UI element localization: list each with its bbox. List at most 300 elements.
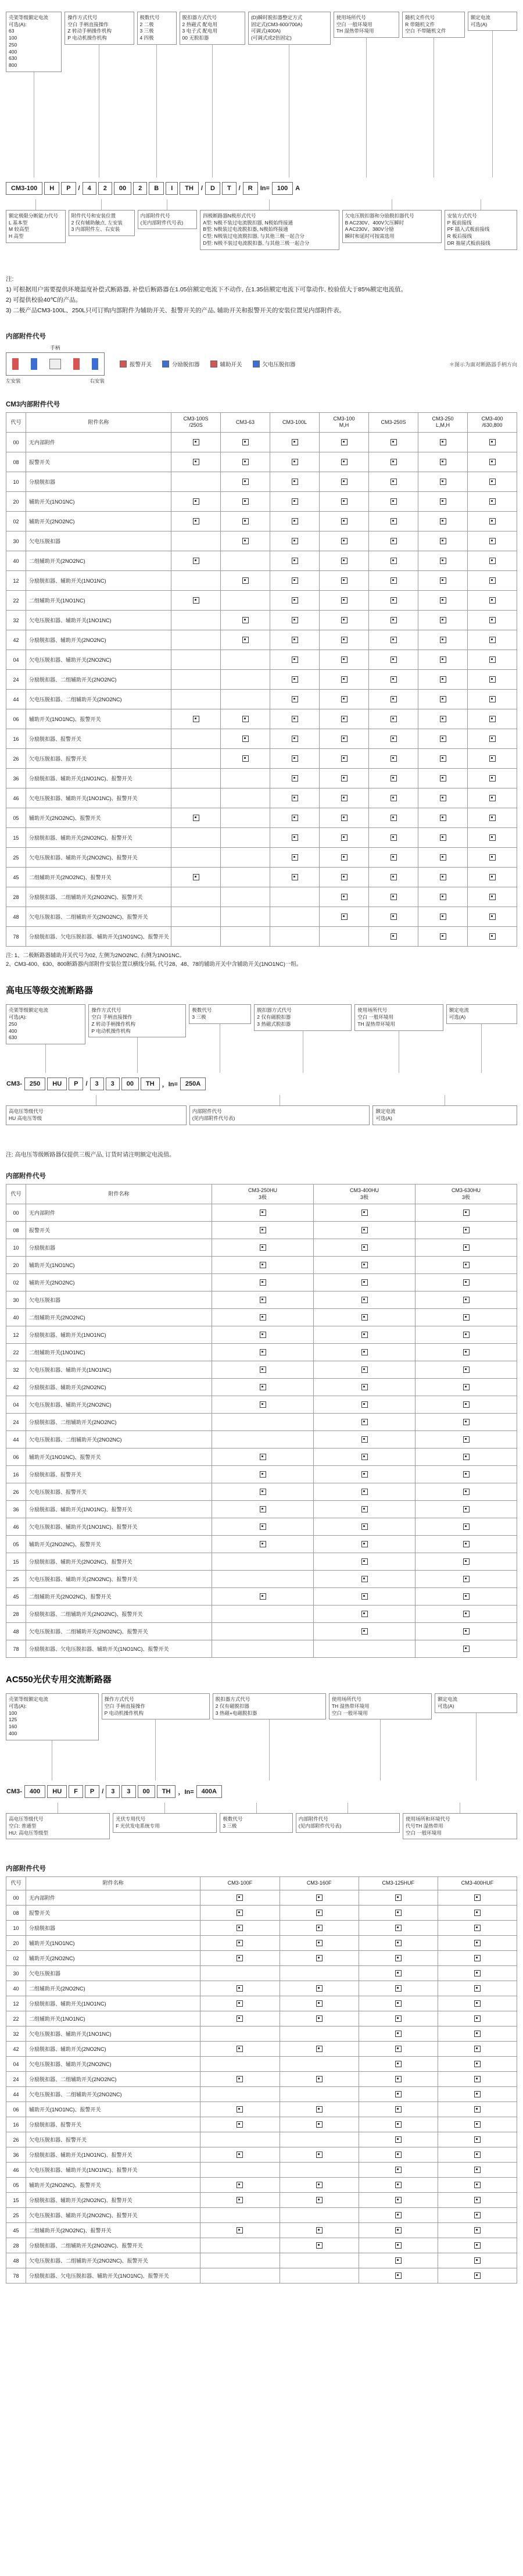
callout-box: (D)瞬时脱扣器整定方式 固定式(CM3-600/700A) 可调式(400A) (可调式或2倍固定) — [248, 12, 331, 45]
availability-cell — [415, 1257, 517, 1274]
accessory-name: 欠电压脱扣器、二组辅助开关(2NO2NC)、报警开关 — [26, 1623, 212, 1640]
left-mount-label: 左安装 — [6, 377, 21, 384]
accessory-table-section-2 — [6, 1171, 517, 1658]
accessory-code: 44 — [6, 2087, 26, 2102]
callout-column — [354, 1004, 443, 1073]
availability-cell — [320, 571, 369, 591]
connector-line — [380, 1719, 381, 1781]
availability-mark — [292, 716, 298, 722]
model-segment: H — [44, 182, 59, 195]
table-row — [6, 472, 517, 492]
availability-cell — [418, 433, 468, 452]
availability-cell — [320, 433, 369, 452]
table-row — [6, 808, 517, 828]
accessory-code: 15 — [6, 1553, 26, 1571]
availability-cell — [212, 1379, 314, 1396]
column-header-code: 代号 — [6, 1184, 26, 1204]
availability-cell — [415, 1239, 517, 1257]
availability-cell — [200, 2208, 280, 2223]
availability-cell — [418, 611, 468, 630]
availability-cell — [280, 2193, 359, 2208]
availability-mark — [391, 914, 397, 920]
connector-line — [256, 1803, 257, 1813]
availability-cell — [438, 1936, 517, 1951]
callout-box: 额定电流 可选(A) — [435, 1693, 517, 1712]
model-designation-diagram-pv — [6, 1693, 517, 1839]
availability-cell — [415, 1309, 517, 1326]
column-header-code: 代号 — [6, 1877, 26, 1890]
accessory-code: 36 — [6, 769, 26, 789]
availability-cell — [320, 611, 369, 630]
availability-cell — [418, 907, 468, 927]
availability-cell — [369, 452, 418, 472]
availability-cell — [369, 611, 418, 630]
accessory-code: 25 — [6, 1571, 26, 1588]
availability-cell — [280, 1981, 359, 1996]
availability-mark — [237, 1910, 243, 1916]
availability-mark — [361, 1332, 368, 1338]
availability-cell — [415, 1623, 517, 1640]
accessory-name: 欠电压脱扣器、二组辅助开关(2NO2NC)、报警开关 — [26, 907, 171, 927]
availability-cell — [171, 789, 221, 808]
availability-cell — [212, 1466, 314, 1483]
model-segment: T — [222, 182, 237, 195]
accessory-table-section-1 — [6, 399, 517, 969]
availability-mark — [316, 2046, 323, 2052]
accessory-code: 48 — [6, 1623, 26, 1640]
legend-label: 报警开关 — [130, 362, 152, 369]
availability-cell — [314, 1257, 415, 1274]
availability-cell — [438, 2193, 517, 2208]
availability-mark — [395, 2272, 402, 2279]
availability-mark — [292, 874, 298, 880]
table-row — [6, 591, 517, 611]
availability-cell — [200, 1906, 280, 1921]
availability-cell — [359, 2042, 438, 2057]
accessory-code: 48 — [6, 2253, 26, 2268]
accessory-name: 分励脱扣器、辅助开关(1NO1NC)、报警开关 — [26, 1501, 212, 1518]
table-header-row — [6, 1877, 517, 1890]
model-segment: 250A — [180, 1078, 206, 1090]
availability-mark — [391, 874, 397, 880]
availability-mark — [242, 716, 249, 722]
availability-mark — [361, 1454, 368, 1460]
availability-cell — [438, 2011, 517, 2026]
availability-mark — [440, 498, 446, 505]
availability-cell — [418, 571, 468, 591]
availability-cell — [468, 789, 517, 808]
availability-mark — [463, 1262, 470, 1268]
availability-mark — [463, 1436, 470, 1443]
availability-mark — [242, 498, 249, 505]
connector-line — [137, 1037, 138, 1073]
availability-mark — [440, 933, 446, 940]
table-row — [6, 1379, 517, 1396]
callout-box: 壳架等级额定电流 可选(A): 250 400 630 — [6, 1004, 85, 1044]
availability-cell — [171, 551, 221, 571]
model-segment: A — [295, 185, 300, 192]
availability-mark — [395, 1940, 402, 1946]
availability-cell — [314, 1571, 415, 1588]
availability-cell — [212, 1239, 314, 1257]
bottom-callouts — [6, 1095, 517, 1125]
breaker-handle-icon — [49, 359, 61, 369]
availability-cell — [212, 1571, 314, 1588]
table-row — [6, 848, 517, 868]
availability-mark — [260, 1227, 266, 1233]
callout-column — [180, 12, 245, 177]
availability-mark — [395, 1970, 402, 1976]
availability-cell — [221, 650, 270, 670]
legend-item — [210, 360, 242, 368]
table-row — [6, 2223, 517, 2238]
availability-mark — [489, 518, 496, 525]
availability-mark — [489, 676, 496, 683]
availability-cell — [314, 1239, 415, 1257]
availability-cell — [221, 630, 270, 650]
table-row — [6, 1204, 517, 1222]
availability-mark — [361, 1611, 368, 1617]
availability-cell — [221, 670, 270, 690]
availability-cell — [171, 611, 221, 630]
callout-column — [65, 12, 134, 177]
availability-cell — [418, 749, 468, 769]
availability-mark — [463, 1524, 470, 1530]
availability-cell — [359, 1981, 438, 1996]
availability-cell — [171, 452, 221, 472]
availability-mark — [440, 775, 446, 782]
availability-mark — [237, 2015, 243, 2022]
availability-cell — [418, 670, 468, 690]
accessory-name: 报警开关 — [26, 1906, 200, 1921]
availability-mark — [292, 577, 298, 584]
availability-mark — [316, 2227, 323, 2234]
availability-cell — [418, 690, 468, 709]
availability-mark — [489, 459, 496, 465]
availability-mark — [260, 1541, 266, 1547]
availability-cell — [468, 868, 517, 887]
availability-cell — [320, 531, 369, 551]
availability-cell — [418, 452, 468, 472]
availability-mark — [260, 1367, 266, 1373]
availability-mark — [463, 1401, 470, 1408]
availability-cell — [438, 2042, 517, 2057]
table-row — [6, 1291, 517, 1309]
accessory-code: 05 — [6, 2178, 26, 2193]
availability-mark — [361, 1576, 368, 1582]
availability-mark — [341, 755, 348, 762]
callout-column — [189, 1095, 370, 1125]
availability-cell — [415, 1344, 517, 1361]
availability-cell — [418, 887, 468, 907]
table-row — [6, 512, 517, 531]
accessory-name: 辅助开关(1NO1NC) — [26, 1936, 200, 1951]
availability-mark — [341, 874, 348, 880]
legend-label: 分励脱扣器 — [172, 362, 200, 369]
accessory-code: 10 — [6, 1239, 26, 1257]
availability-cell — [415, 1222, 517, 1239]
table-row — [6, 828, 517, 848]
availability-mark — [489, 538, 496, 544]
availability-cell — [200, 2072, 280, 2087]
availability-cell — [438, 1890, 517, 1906]
availability-mark — [474, 2272, 481, 2279]
availability-mark — [391, 597, 397, 604]
availability-cell — [280, 2223, 359, 2238]
accessory-name: 分励脱扣器、二组辅助开关(2NO2NC) — [26, 1414, 212, 1431]
availability-mark — [489, 854, 496, 861]
availability-mark — [440, 558, 446, 564]
availability-cell — [438, 2102, 517, 2117]
availability-mark — [395, 2106, 402, 2113]
availability-mark — [489, 834, 496, 841]
availability-mark — [391, 933, 397, 940]
availability-cell — [314, 1222, 415, 1239]
availability-mark — [474, 1925, 481, 1931]
table-row — [6, 1274, 517, 1291]
accessory-name: 分励脱扣器、辅助开关(2NO2NC) — [26, 630, 171, 650]
callout-column — [6, 1004, 85, 1073]
availability-mark — [341, 716, 348, 722]
availability-mark — [440, 834, 446, 841]
availability-cell — [320, 868, 369, 887]
availability-cell — [418, 868, 468, 887]
availability-cell — [270, 828, 320, 848]
availability-cell — [359, 2147, 438, 2163]
callout-box: 脱扣器方式代号 2 仅有磁脱扣器 3 热磁式脱扣器 — [254, 1004, 352, 1030]
accessory-code: 42 — [6, 1379, 26, 1396]
accessory-name: 分励脱扣器、辅助开关(1NO1NC)、报警开关 — [26, 769, 171, 789]
availability-cell — [171, 749, 221, 769]
column-header-product: CM3-400HU 3极 — [314, 1184, 415, 1204]
availability-cell — [314, 1553, 415, 1571]
availability-cell — [270, 650, 320, 670]
model-segment: 00 — [138, 1785, 155, 1798]
availability-cell — [468, 472, 517, 492]
model-segment: 3 — [106, 1078, 120, 1090]
connector-line — [101, 199, 102, 210]
availability-mark — [391, 795, 397, 801]
accessory-name: 分励脱扣器、辅助开关(1NO1NC) — [26, 1996, 200, 2011]
availability-cell — [171, 808, 221, 828]
table-row — [6, 571, 517, 591]
availability-cell — [171, 887, 221, 907]
availability-cell — [359, 2193, 438, 2208]
callout-box: 光伏专用代号 F 光伏发电系统专用 — [113, 1813, 217, 1832]
auxiliary-switch-slot — [73, 358, 80, 370]
availability-cell — [280, 2238, 359, 2253]
availability-cell — [314, 1344, 415, 1361]
availability-cell — [418, 729, 468, 749]
availability-mark — [361, 1279, 368, 1286]
availability-mark — [489, 479, 496, 485]
availability-cell — [212, 1274, 314, 1291]
availability-cell — [468, 611, 517, 630]
availability-mark — [193, 459, 199, 465]
accessory-code: 28 — [6, 2238, 26, 2253]
column-header-name: 附件名称 — [26, 1184, 212, 1204]
availability-cell — [468, 571, 517, 591]
availability-cell — [359, 1906, 438, 1921]
availability-cell — [418, 492, 468, 512]
availability-mark — [489, 894, 496, 900]
legend-label: 欠电压脱扣器 — [262, 362, 296, 369]
availability-cell — [200, 1921, 280, 1936]
accessory-name: 分励脱扣器、辅助开关(2NO2NC) — [26, 2042, 200, 2057]
table1-title: CM3内部附件代号 — [6, 401, 60, 408]
availability-cell — [438, 1981, 517, 1996]
availability-cell — [314, 1588, 415, 1605]
accessory-code: 08 — [6, 1906, 26, 1921]
connector-line — [476, 1713, 477, 1781]
table1-notes — [6, 951, 517, 969]
availability-cell — [314, 1518, 415, 1536]
availability-cell — [320, 630, 369, 650]
availability-cell — [418, 630, 468, 650]
availability-mark — [391, 498, 397, 505]
accessory-name: 分励脱扣器、报警开关 — [26, 2117, 200, 2132]
availability-cell — [280, 1996, 359, 2011]
availability-cell — [415, 1379, 517, 1396]
availability-mark — [440, 874, 446, 880]
accessory-name: 辅助开关(1NO1NC)、报警开关 — [26, 2102, 200, 2117]
availability-cell — [221, 868, 270, 887]
accessory-name: 二组辅助开关(1NO1NC) — [26, 1344, 212, 1361]
availability-mark — [440, 597, 446, 604]
availability-cell — [359, 1951, 438, 1966]
availability-mark — [463, 1332, 470, 1338]
accessory-code: 78 — [6, 1640, 26, 1658]
availability-cell — [415, 1605, 517, 1623]
availability-cell — [280, 2042, 359, 2057]
availability-cell — [314, 1605, 415, 1623]
table-row — [6, 729, 517, 749]
availability-mark — [474, 2242, 481, 2249]
column-header-product: CM3-400 /630,800 — [468, 412, 517, 432]
availability-cell — [212, 1536, 314, 1553]
callout-column — [213, 1693, 326, 1781]
availability-cell — [280, 2087, 359, 2102]
availability-cell — [369, 531, 418, 551]
availability-cell — [171, 868, 221, 887]
availability-cell — [320, 769, 369, 789]
availability-mark — [237, 2227, 243, 2234]
availability-cell — [171, 591, 221, 611]
availability-mark — [489, 775, 496, 782]
availability-mark — [260, 1489, 266, 1495]
callout-box: 欠电压脱扣器和分励脱扣器代号 B AC230V、400V欠压瞬时 A AC230V、380V分励 瞬时和延时可按需选用 — [342, 210, 442, 243]
availability-cell — [369, 630, 418, 650]
availability-cell — [369, 927, 418, 947]
accessory-name: 欠电压脱扣器、辅助开关(1NO1NC)、报警开关 — [26, 789, 171, 808]
column-header-product: CM3-63 — [221, 412, 270, 432]
availability-cell — [270, 591, 320, 611]
accessory-intro-section — [6, 331, 517, 384]
model-segment: 250 — [24, 1078, 45, 1090]
table-row — [6, 2132, 517, 2147]
legend-item — [253, 360, 296, 368]
accessory-table-hv — [6, 1184, 517, 1658]
availability-cell — [438, 2132, 517, 2147]
availability-mark — [463, 1489, 470, 1495]
callout-box: 使用场所代号 TH 湿热带环境用 空白 一般环境用 — [329, 1693, 432, 1719]
availability-cell — [212, 1640, 314, 1658]
availability-cell — [212, 1553, 314, 1571]
availability-mark — [474, 1894, 481, 1901]
availability-cell — [212, 1257, 314, 1274]
accessory-code: 15 — [6, 2193, 26, 2208]
callout-box: 脱扣器方式代号 2 仅有磁脱扣器 3 热磁+电磁脱扣器 — [213, 1693, 326, 1719]
availability-mark — [440, 894, 446, 900]
availability-cell — [212, 1623, 314, 1640]
availability-mark — [489, 933, 496, 940]
availability-cell — [221, 729, 270, 749]
accessory-code: 06 — [6, 2102, 26, 2117]
availability-mark — [361, 1436, 368, 1443]
availability-mark — [391, 558, 397, 564]
column-header-product: CM3-250HU 3极 — [212, 1184, 314, 1204]
accessory-name: 辅助开关(2NO2NC)、报警开关 — [26, 808, 171, 828]
availability-mark — [489, 657, 496, 663]
connector-line — [156, 45, 157, 177]
availability-mark — [391, 518, 397, 525]
availability-cell — [221, 472, 270, 492]
availability-cell — [270, 433, 320, 452]
callout-box: 使用场所代号 空白 一般环境用 TH 湿热带环境用 — [354, 1004, 443, 1030]
availability-mark — [237, 1925, 243, 1931]
availability-cell — [270, 472, 320, 492]
availability-cell — [415, 1640, 517, 1658]
accessory-code: 06 — [6, 709, 26, 729]
availability-cell — [359, 2253, 438, 2268]
availability-cell — [359, 1966, 438, 1981]
callout-box: 壳架等级额定电流 可选(A): 63 100 250 400 630 800 — [6, 12, 62, 72]
accessory-name: 欠电压脱扣器、报警开关 — [26, 1483, 212, 1501]
availability-mark — [316, 2152, 323, 2158]
availability-mark — [395, 2091, 402, 2097]
availability-mark — [474, 2167, 481, 2173]
availability-cell — [320, 709, 369, 729]
availability-cell — [369, 433, 418, 452]
availability-mark — [242, 479, 249, 485]
availability-cell — [171, 709, 221, 729]
availability-mark — [237, 1894, 243, 1901]
availability-mark — [395, 2076, 402, 2082]
availability-mark — [395, 2197, 402, 2203]
model-segment: 3 — [121, 1785, 135, 1798]
model-segment: P — [85, 1785, 99, 1798]
model-segment: CM3- — [6, 1080, 22, 1088]
callout-column — [402, 12, 465, 177]
availability-cell — [270, 690, 320, 709]
note-line: 3) 二极产品CM3-100L、250L只可订购内部附件为辅助开关、报警开关的产品, 辅助开关和报警开关的安装位置见内部附件表。 — [6, 307, 345, 315]
bottom-callouts — [6, 1803, 517, 1839]
availability-cell — [369, 828, 418, 848]
availability-cell — [320, 690, 369, 709]
accessory-name: 无内部附件 — [26, 1204, 212, 1222]
model-segment: 400A — [196, 1785, 222, 1798]
availability-cell — [212, 1518, 314, 1536]
callout-box: 高电压等级代号 HU 高电压等级 — [6, 1105, 187, 1125]
availability-mark — [391, 755, 397, 762]
availability-cell — [359, 2238, 438, 2253]
accessory-legend — [120, 360, 296, 368]
availability-mark — [316, 2106, 323, 2113]
availability-cell — [314, 1326, 415, 1344]
availability-cell — [320, 729, 369, 749]
accessory-name: 二组辅助开关(2NO2NC) — [26, 1981, 200, 1996]
table3-title: 内部附件代号 — [6, 1865, 46, 1873]
